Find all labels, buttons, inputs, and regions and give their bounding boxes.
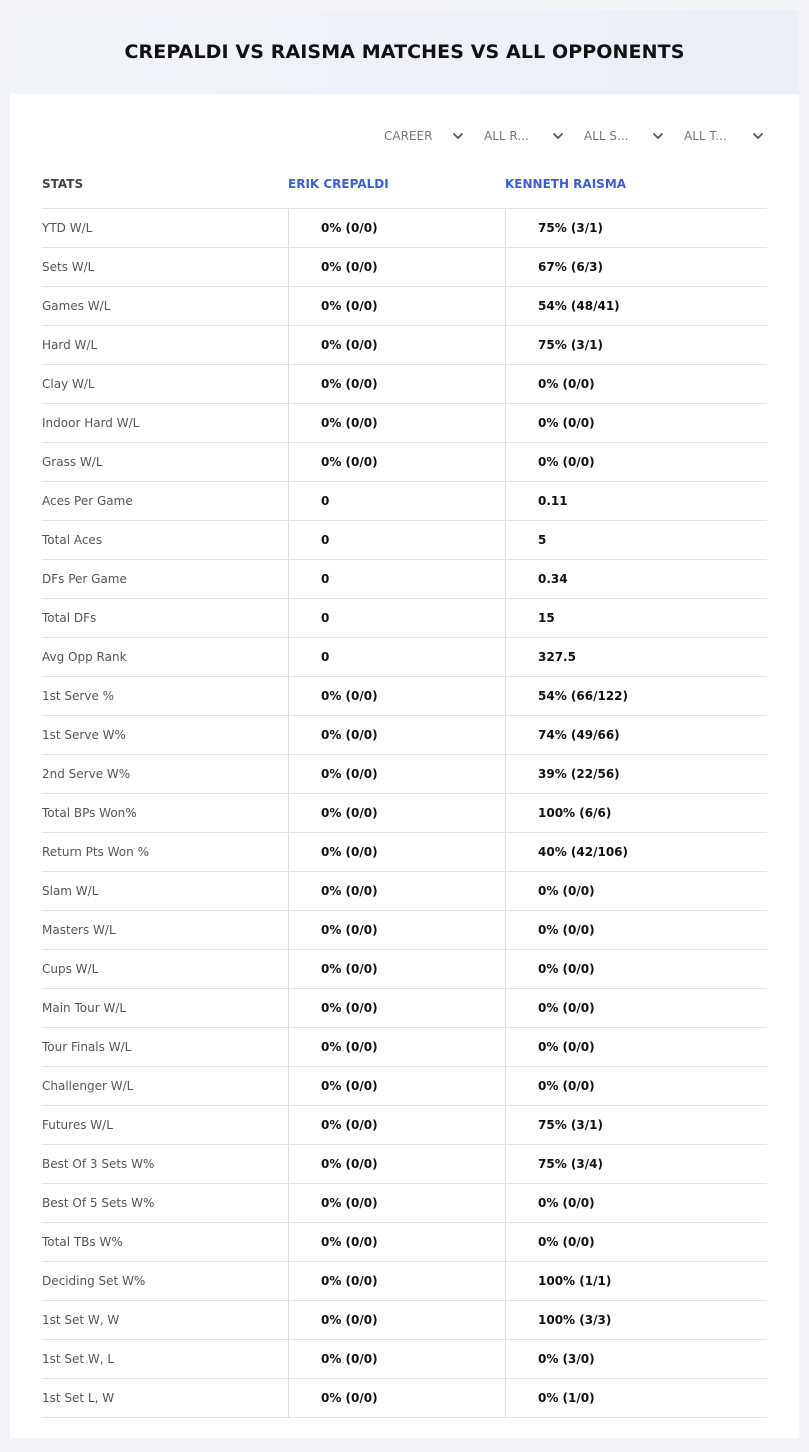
player2-stat-value: 0% (0/0) xyxy=(505,404,767,442)
stat-label: Slam W/L xyxy=(42,884,99,898)
stat-label: 1st Serve % xyxy=(42,689,115,703)
stat-label: Grass W/L xyxy=(42,455,103,469)
player1-stat-value: 0% (0/0) xyxy=(288,716,505,754)
table-row xyxy=(42,1340,767,1379)
table-row xyxy=(42,638,767,677)
stats-table xyxy=(42,160,767,1418)
filter-tournament-select[interactable] xyxy=(682,126,770,146)
player1-stat-value: 0% (0/0) xyxy=(288,287,505,325)
player1-stat-value: 0% (0/0) xyxy=(288,1379,505,1417)
player1-stat-value: 0% (0/0) xyxy=(288,911,505,949)
stat-label: Tour Finals W/L xyxy=(42,1040,132,1054)
player2-stat-value: 0% (0/0) xyxy=(505,872,767,910)
table-row xyxy=(42,521,767,560)
table-body xyxy=(42,209,767,1418)
player2-stat-value: 75% (3/4) xyxy=(505,1145,767,1183)
table-row xyxy=(42,365,767,404)
stat-label: Hard W/L xyxy=(42,338,98,352)
player2-stat-value: 74% (49/66) xyxy=(505,716,767,754)
stat-label: Return Pts Won % xyxy=(42,845,149,859)
filter-period-select[interactable] xyxy=(382,126,470,146)
player2-stat-value: 100% (1/1) xyxy=(505,1262,767,1300)
player1-stat-value: 0% (0/0) xyxy=(288,1301,505,1339)
stat-label: Futures W/L xyxy=(42,1118,113,1132)
stat-label: Deciding Set W% xyxy=(42,1274,146,1288)
player1-stat-value: 0 xyxy=(288,521,505,559)
player1-stat-value: 0% (0/0) xyxy=(288,677,505,715)
filter-round-value: ALL R... xyxy=(484,129,529,143)
column-header-player2-link[interactable]: KENNETH RAISMA xyxy=(505,177,627,191)
column-header-stats: STATS xyxy=(42,177,84,191)
filter-surface-value: ALL S... xyxy=(584,129,629,143)
chevron-down-icon xyxy=(652,130,664,142)
table-row xyxy=(42,716,767,755)
table-row xyxy=(42,872,767,911)
player1-stat-value: 0% (0/0) xyxy=(288,404,505,442)
table-row xyxy=(42,1106,767,1145)
stats-card xyxy=(10,10,799,1438)
table-row xyxy=(42,1145,767,1184)
player1-stat-value: 0% (0/0) xyxy=(288,248,505,286)
stat-label: 1st Serve W% xyxy=(42,728,126,742)
filter-tournament-value: ALL T... xyxy=(684,129,727,143)
table-row xyxy=(42,833,767,872)
filter-period-value: CAREER xyxy=(384,129,433,143)
player2-stat-value: 0% (0/0) xyxy=(505,1067,767,1105)
table-row xyxy=(42,911,767,950)
player1-stat-value: 0% (0/0) xyxy=(288,1145,505,1183)
table-row xyxy=(42,1028,767,1067)
player2-stat-value: 100% (6/6) xyxy=(505,794,767,832)
player1-stat-value: 0% (0/0) xyxy=(288,1028,505,1066)
stat-label: 1st Set W, L xyxy=(42,1352,115,1366)
player2-stat-value: 0.11 xyxy=(505,482,767,520)
table-row xyxy=(42,1301,767,1340)
player2-stat-value: 0% (0/0) xyxy=(505,1028,767,1066)
table-row xyxy=(42,677,767,716)
player2-stat-value: 0% (0/0) xyxy=(505,1184,767,1222)
player2-stat-value: 0% (0/0) xyxy=(505,950,767,988)
player1-stat-value: 0% (0/0) xyxy=(288,443,505,481)
stat-label: Challenger W/L xyxy=(42,1079,134,1093)
stat-label: 2nd Serve W% xyxy=(42,767,131,781)
player2-stat-value: 39% (22/56) xyxy=(505,755,767,793)
player1-stat-value: 0% (0/0) xyxy=(288,326,505,364)
stat-label: Sets W/L xyxy=(42,260,95,274)
stat-label: Best Of 3 Sets W% xyxy=(42,1157,155,1171)
player2-stat-value: 5 xyxy=(505,521,767,559)
stat-label: Main Tour W/L xyxy=(42,1001,127,1015)
stat-label: Masters W/L xyxy=(42,923,116,937)
player1-stat-value: 0% (0/0) xyxy=(288,1067,505,1105)
stat-label: YTD W/L xyxy=(42,221,93,235)
table-row xyxy=(42,1184,767,1223)
player2-stat-value: 100% (3/3) xyxy=(505,1301,767,1339)
player2-stat-value: 0% (0/0) xyxy=(505,1223,767,1261)
player1-stat-value: 0% (0/0) xyxy=(288,1340,505,1378)
chevron-down-icon xyxy=(552,130,564,142)
player2-stat-value: 0% (0/0) xyxy=(505,911,767,949)
table-row xyxy=(42,599,767,638)
column-header-player1-link[interactable]: ERIK CREPALDI xyxy=(288,177,389,191)
player2-stat-value: 75% (3/1) xyxy=(505,209,767,247)
player2-stat-value: 0.34 xyxy=(505,560,767,598)
player1-stat-value: 0% (0/0) xyxy=(288,1106,505,1144)
filter-surface-select[interactable] xyxy=(582,126,670,146)
stat-label: Games W/L xyxy=(42,299,111,313)
table-row xyxy=(42,443,767,482)
table-row xyxy=(42,1223,767,1262)
stat-label: 1st Set W, W xyxy=(42,1313,120,1327)
player1-stat-value: 0 xyxy=(288,638,505,676)
card-header xyxy=(10,10,799,94)
player2-stat-value: 54% (66/122) xyxy=(505,677,767,715)
table-row xyxy=(42,326,767,365)
player1-stat-value: 0% (0/0) xyxy=(288,1184,505,1222)
table-row xyxy=(42,755,767,794)
player2-stat-value: 54% (48/41) xyxy=(505,287,767,325)
player1-stat-value: 0% (0/0) xyxy=(288,833,505,871)
player1-stat-value: 0% (0/0) xyxy=(288,872,505,910)
player2-stat-value: 75% (3/1) xyxy=(505,1106,767,1144)
player1-stat-value: 0% (0/0) xyxy=(288,755,505,793)
player1-stat-value: 0 xyxy=(288,560,505,598)
chevron-down-icon xyxy=(752,130,764,142)
stat-label: Total TBs W% xyxy=(42,1235,123,1249)
player2-stat-value: 0% (0/0) xyxy=(505,365,767,403)
stat-label: Aces Per Game xyxy=(42,494,133,508)
table-row xyxy=(42,1262,767,1301)
player2-stat-value: 40% (42/106) xyxy=(505,833,767,871)
table-row xyxy=(42,1379,767,1418)
table-row xyxy=(42,248,767,287)
table-row xyxy=(42,404,767,443)
stat-label: DFs Per Game xyxy=(42,572,127,586)
player2-stat-value: 67% (6/3) xyxy=(505,248,767,286)
table-row xyxy=(42,560,767,599)
filter-round-select[interactable] xyxy=(482,126,570,146)
player1-stat-value: 0% (0/0) xyxy=(288,365,505,403)
table-row xyxy=(42,794,767,833)
table-row xyxy=(42,1067,767,1106)
chevron-down-icon xyxy=(452,130,464,142)
stat-label: Total DFs xyxy=(42,611,97,625)
stat-label: Avg Opp Rank xyxy=(42,650,127,664)
stat-label: Total Aces xyxy=(42,533,103,547)
player2-stat-value: 0% (0/0) xyxy=(505,989,767,1027)
table-row xyxy=(42,209,767,248)
player1-stat-value: 0% (0/0) xyxy=(288,950,505,988)
table-row xyxy=(42,989,767,1028)
player2-stat-value: 75% (3/1) xyxy=(505,326,767,364)
stat-label: Best Of 5 Sets W% xyxy=(42,1196,155,1210)
stat-label: Total BPs Won% xyxy=(42,806,137,820)
player1-stat-value: 0% (0/0) xyxy=(288,989,505,1027)
player2-stat-value: 0% (3/0) xyxy=(505,1340,767,1378)
player1-stat-value: 0% (0/0) xyxy=(288,1223,505,1261)
table-row xyxy=(42,950,767,989)
player2-stat-value: 0% (1/0) xyxy=(505,1379,767,1417)
player1-stat-value: 0% (0/0) xyxy=(288,1262,505,1300)
filter-bar xyxy=(382,126,770,146)
table-row xyxy=(42,287,767,326)
stat-label: Indoor Hard W/L xyxy=(42,416,140,430)
table-row xyxy=(42,482,767,521)
table-header xyxy=(42,160,767,209)
player1-stat-value: 0% (0/0) xyxy=(288,209,505,247)
player2-stat-value: 0% (0/0) xyxy=(505,443,767,481)
player1-stat-value: 0% (0/0) xyxy=(288,794,505,832)
player1-stat-value: 0 xyxy=(288,599,505,637)
page-title: CREPALDI VS RAISMA MATCHES VS ALL OPPONENTS xyxy=(124,41,685,63)
player2-stat-value: 327.5 xyxy=(505,638,767,676)
stat-label: Cups W/L xyxy=(42,962,99,976)
player2-stat-value: 15 xyxy=(505,599,767,637)
stat-label: Clay W/L xyxy=(42,377,95,391)
stat-label: 1st Set L, W xyxy=(42,1391,115,1405)
player1-stat-value: 0 xyxy=(288,482,505,520)
